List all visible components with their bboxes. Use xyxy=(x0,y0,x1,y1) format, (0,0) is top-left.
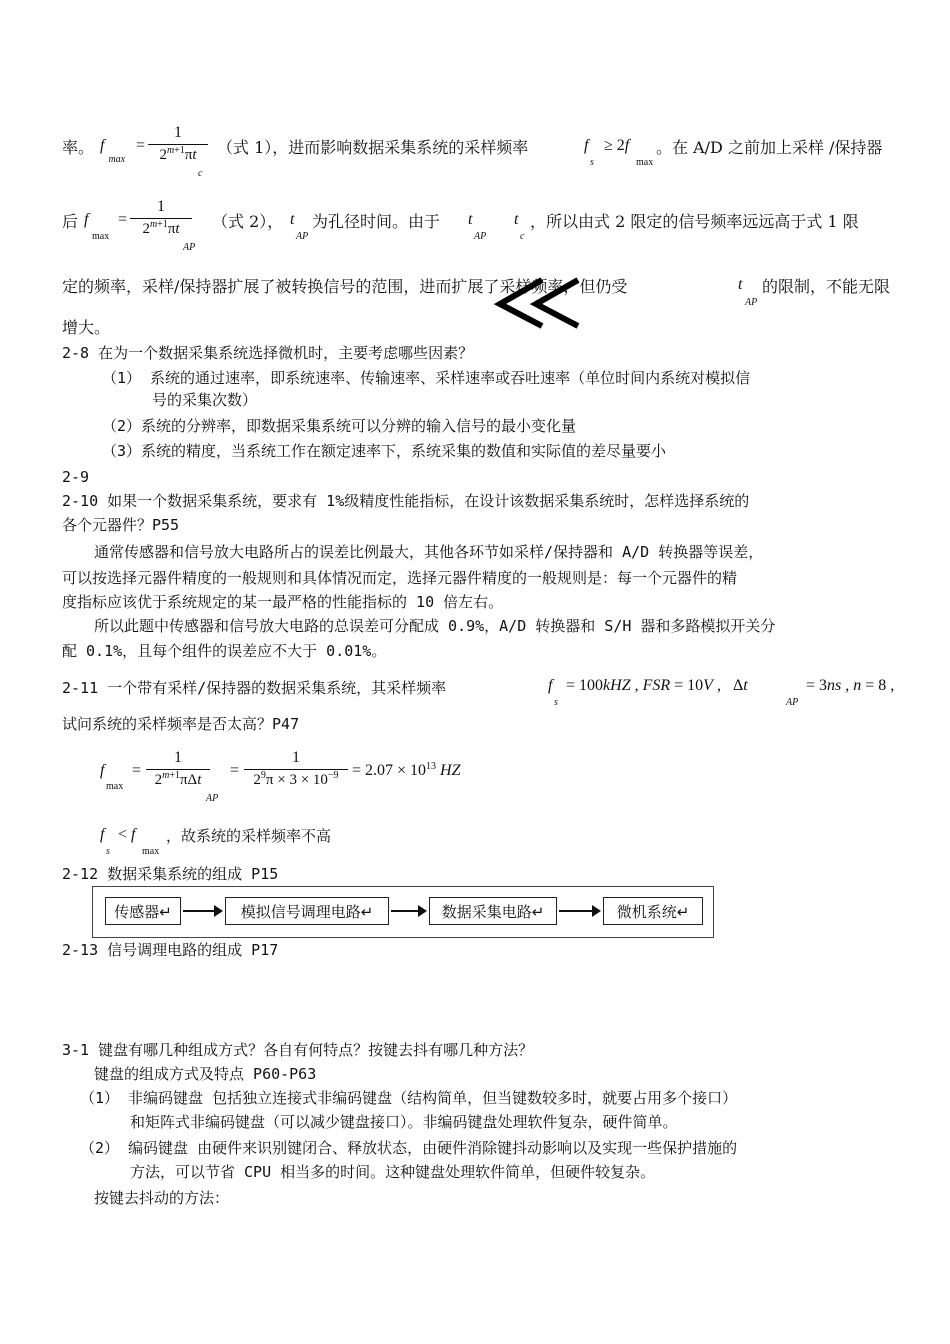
text: 2-11 一个带有采样/保持器的数据采集系统，其采样频率 xyxy=(62,679,447,697)
text: 所以此题中传感器和信号放大电路的总误差可分配成 0.9%，A/D 转换器和 S/H 器和多路模拟开关分 xyxy=(94,617,776,635)
answer-2-10-p2b xyxy=(62,641,386,661)
lt-f: < f xyxy=(118,826,136,843)
para-line-3-end xyxy=(762,277,890,297)
answer-3-1-1 xyxy=(80,1088,737,1108)
result: = $2.07 \times 10^{13}$ HZ xyxy=(352,761,461,779)
text: （2） 编码键盘 由硬件来识别键闭合、释放状态，由硬件消除键抖动影响以及实现一些保护措施的 xyxy=(80,1139,738,1157)
equals-sign: = xyxy=(230,762,240,779)
block-microcomputer: 微机系统↵ xyxy=(603,897,703,925)
block-signal-conditioning: 模拟信号调理电路↵ xyxy=(225,897,389,925)
question-2-13 xyxy=(62,940,278,960)
text: 键盘的组成方式及特点 P60-P63 xyxy=(94,1065,317,1083)
answer-3-1-heading xyxy=(94,1064,316,1084)
block-diagram xyxy=(92,886,714,938)
text: 号的采集次数） xyxy=(152,391,258,409)
subscript-ap: AP xyxy=(745,297,758,308)
formula-fs-lt: f xyxy=(100,826,105,843)
answer-2-10-p1a xyxy=(94,542,763,562)
answer-3-1-2 xyxy=(80,1138,737,1158)
text: 和矩阵式非编码键盘（可以减少键盘接口）。非编码键盘处理软件复杂，硬件简单。 xyxy=(130,1113,678,1131)
fraction-4: 1 $2^9\pi \times 3 \times 10^{-9}$ xyxy=(244,749,348,789)
answer-2-8-2 xyxy=(102,416,576,436)
formula-params: = 100kHZ , FSR = 10V , Δt xyxy=(566,677,748,694)
text: 的限制，不能无限 xyxy=(762,277,891,296)
subscript-max: max xyxy=(106,781,124,792)
subscript-max: max xyxy=(636,157,654,168)
answer-2-10-p1c xyxy=(62,592,503,612)
answer-2-10-p2a xyxy=(94,616,775,636)
text: 方法，可以节省 CPU 相当多的时间。这种键盘处理软件简单，但硬件较复杂。 xyxy=(130,1163,656,1181)
equals-sign: = xyxy=(118,211,128,228)
formula-fmax-3: f xyxy=(100,762,105,779)
block-acquisition-circuit: 数据采集电路↵ xyxy=(429,897,557,925)
subscript-ap: AP xyxy=(296,231,309,242)
text: （3）系统的精度，当系统工作在额定速率下，系统采集的数值和实际值的差尽量要小 xyxy=(102,442,667,460)
para-line-1-cont xyxy=(217,138,528,158)
equals-sign: = xyxy=(136,137,146,154)
formula-fmax-1: $f_{max}$ xyxy=(100,137,126,165)
subscript-max: max xyxy=(92,231,110,242)
subscript-s: s xyxy=(106,846,110,857)
fraction-1: 1 $2^{m+1}\pi t$ xyxy=(148,124,208,164)
question-2-8 xyxy=(62,343,473,363)
text: （1） 系统的通过速率，即系统速率、传输速率、采样速率或吞吐速率（单位时间内系统对模拟信 xyxy=(102,369,751,387)
answer-2-10-p1b xyxy=(62,568,737,588)
text: 2-12 数据采集系统的组成 P15 xyxy=(62,865,279,883)
fraction-3: 1 $2^{m+1}\pi\Delta t$ xyxy=(146,749,210,789)
text: 各个元器件？P55 xyxy=(62,516,180,534)
answer-3-1-2-cont xyxy=(130,1162,655,1182)
question-2-10 xyxy=(62,491,749,511)
para-line-1 xyxy=(62,138,94,158)
text: ，所以由式 2 限定的信号频率远远高于式 1 限 xyxy=(530,212,859,231)
text: 按键去抖动的方法： xyxy=(94,1189,230,1207)
question-2-9 xyxy=(62,467,89,487)
text: 。在 A/D 之前加上采样 /保持器 xyxy=(656,138,883,157)
t-ap: t xyxy=(290,211,295,228)
subscript-max: max xyxy=(142,846,160,857)
t-c: t xyxy=(514,211,519,228)
para-line-2-c xyxy=(530,212,859,232)
t-ap-2: t xyxy=(468,211,473,228)
question-2-12 xyxy=(62,864,278,884)
subscript-ap: AP xyxy=(786,697,799,708)
subscript-ap: AP xyxy=(206,793,219,804)
para-line-4 xyxy=(62,318,110,338)
subscript-s: s xyxy=(590,157,594,168)
equals-sign: = xyxy=(132,762,142,779)
text: 增大。 xyxy=(62,318,111,337)
double-chevron-left-icon xyxy=(492,276,584,332)
arrow xyxy=(391,910,425,912)
t-ap-3: t xyxy=(738,276,743,293)
para-line-2-b xyxy=(312,212,440,232)
question-2-11-cont xyxy=(62,714,299,734)
text: （1） 非编码键盘 包括独立连接式非编码键盘（结构简单，但当键数较多时，就要占用多个接口） xyxy=(80,1089,738,1107)
text: 3-1 键盘有哪几种组成方式？各自有何特点？按键去抖有哪几种方法？ xyxy=(62,1041,534,1059)
subscript-ap: AP xyxy=(183,242,196,253)
text: 2-10 如果一个数据采集系统，要求有 1%级精度性能指标，在设计该数据采集系统时，怎样选择系统的 xyxy=(62,492,750,510)
answer-2-8-1-cont xyxy=(152,390,257,410)
para-line-2-a xyxy=(212,212,283,232)
text: （式 1），进而影响数据采集系统的采样频率 xyxy=(217,138,529,157)
text: 度指标应该优于系统规定的某一最严格的性能指标的 10 倍左右。 xyxy=(62,593,504,611)
answer-2-8-1 xyxy=(102,368,750,388)
formula-fs: f xyxy=(584,137,589,154)
fraction-2: 1 $2^{m+1}\pi t$ xyxy=(130,198,192,238)
arrow xyxy=(183,910,221,912)
text: 为孔径时间。由于 xyxy=(312,212,441,231)
text: 2-9 xyxy=(62,468,90,486)
answer-3-1-1-cont xyxy=(130,1112,678,1132)
text: 2-8 在为一个数据采集系统选择微机时，主要考虑哪些因素？ xyxy=(62,344,474,362)
conclusion-2-11 xyxy=(166,826,331,846)
text: 率。 xyxy=(62,138,95,157)
text: ，故系统的采样频率不高 xyxy=(166,827,332,845)
subscript-c: c xyxy=(520,231,525,242)
formula-params-2: = 3ns , n = 8 , xyxy=(806,677,895,694)
subscript-ap: AP xyxy=(474,231,487,242)
text: 配 0.1%，且每个组件的误差应不大于 0.01%。 xyxy=(62,642,387,660)
formula-fmax-2: f xyxy=(84,211,89,228)
geq-2f: ≥ 2f xyxy=(604,137,630,154)
text: 通常传感器和信号放大电路所占的误差比例最大，其他各环节如采样/保持器和 A/D 转换器等误差， xyxy=(94,543,764,561)
text: 可以按选择元器件精度的一般规则和具体情况而定，选择元器件精度的一般规则是：每一个元器件的精 xyxy=(62,569,738,587)
subscript-s: s xyxy=(554,697,558,708)
question-2-11 xyxy=(62,678,446,698)
para-line-2 xyxy=(62,212,78,232)
answer-2-8-3 xyxy=(102,441,666,461)
formula-fs-given: f xyxy=(548,677,553,694)
question-2-10-cont xyxy=(62,515,179,535)
text: 后 xyxy=(62,212,79,231)
text: （2）系统的分辨率，即数据采集系统可以分辨的输入信号的最小变化量 xyxy=(102,417,577,435)
para-line-1-end xyxy=(656,138,882,158)
block-sensor: 传感器↵ xyxy=(105,897,181,925)
answer-3-1-debounce xyxy=(94,1188,229,1208)
subscript-c: c xyxy=(198,168,203,179)
question-3-1 xyxy=(62,1040,533,1060)
arrow xyxy=(559,910,599,912)
text: 2-13 信号调理电路的组成 P17 xyxy=(62,941,279,959)
text: 试问系统的采样频率是否太高？P47 xyxy=(62,715,300,733)
text: 定的频率，采样/保持器扩展了被转换信号的范围，进而扩展了采样频率，但仍受 xyxy=(62,277,628,296)
text: （式 2）， xyxy=(212,212,284,231)
